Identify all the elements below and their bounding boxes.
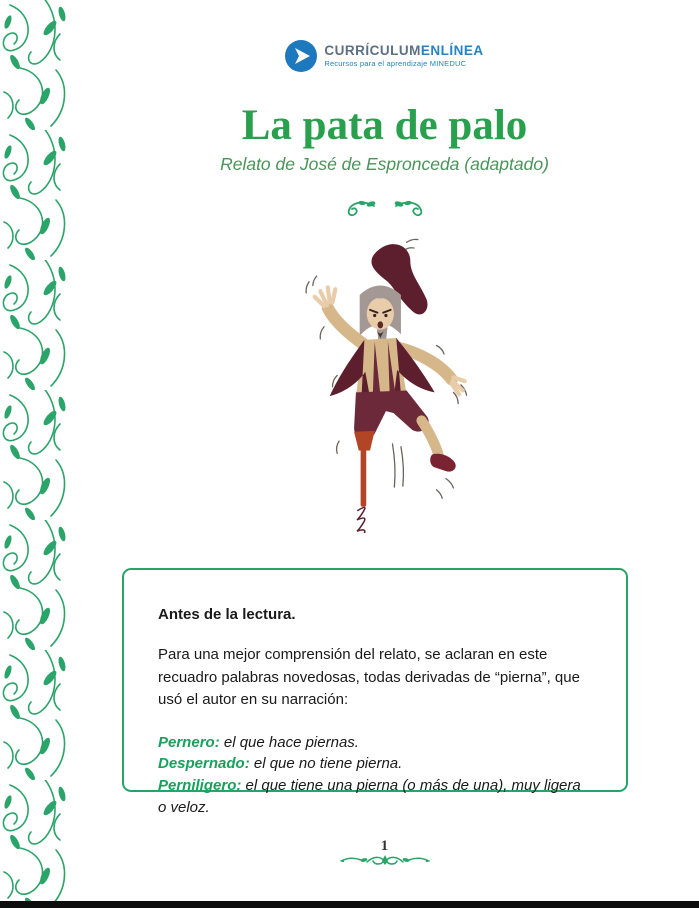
curriculum-en-linea-logo — [285, 40, 483, 72]
page-number: 1 — [380, 838, 389, 854]
before-reading-box — [122, 568, 628, 816]
box-paragraph: Para una mejor comprensión del relato, se aclaran en este recuadro palabras novedosas, todas derivadas de “pierna”, que usó el autor en su narración: — [158, 646, 580, 708]
logo-brand-primary: CURRÍCULUM — [324, 42, 421, 58]
peg-leg-man-illustration — [290, 233, 480, 533]
illustration-container — [70, 233, 699, 533]
header-ornament — [70, 197, 699, 219]
flourish-right-icon — [392, 198, 426, 218]
logo-tagline: Recursos para el aprendizaje MINEDUC — [324, 59, 467, 69]
bottom-edge-bar — [0, 901, 699, 908]
term-despernado — [158, 753, 592, 775]
box-heading: Antes de la lectura. — [158, 606, 296, 623]
term-definition: el que tiene una pierna (o más de una), muy ligera o veloz. — [158, 777, 581, 816]
term-pernero — [158, 732, 592, 754]
play-circle-icon — [285, 40, 317, 72]
page-title: La pata de palo — [241, 102, 528, 149]
term-definition: el que no tiene pierna. — [249, 755, 403, 773]
page-footer — [70, 838, 699, 874]
footer-flourish — [70, 853, 699, 874]
term-perniligero — [158, 775, 592, 819]
term-word: Pernero: — [158, 733, 220, 751]
term-word: Despernado: — [158, 755, 250, 773]
term-word: Perniligero: — [158, 777, 242, 794]
logo-brand-secondary: ENLÍNEA — [420, 42, 484, 58]
term-definition: el que hace piernas. — [219, 733, 359, 751]
page-subtitle: Relato de José de Espronceda (adaptado) — [220, 154, 549, 175]
logo-wordmark — [324, 44, 483, 58]
footer-flourish-icon — [337, 853, 433, 869]
page-content — [70, 0, 699, 901]
flourish-left-icon — [344, 198, 378, 218]
decorative-floral-border — [0, 0, 70, 901]
